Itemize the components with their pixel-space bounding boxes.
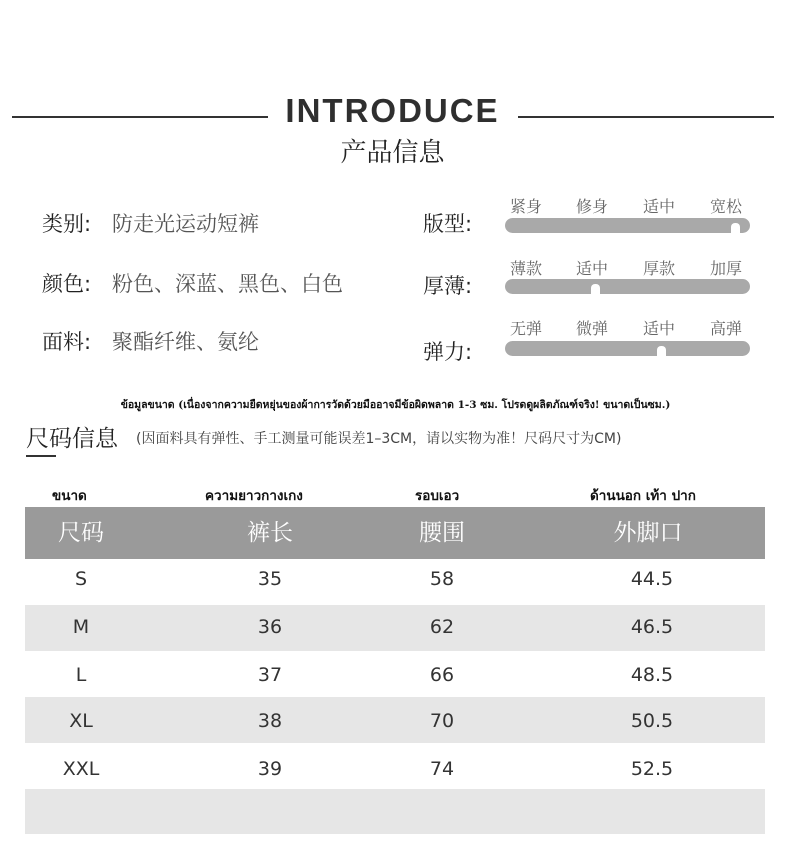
fit-label: 版型: xyxy=(423,212,473,236)
elasticity-option: 无弹 xyxy=(510,319,543,338)
fabric-label: 面料: xyxy=(42,330,92,354)
table-header-thai-length: ความยาวกางเกง xyxy=(205,488,303,504)
table-header-thai-size: ขนาด xyxy=(52,488,87,504)
fit-scale-bar xyxy=(505,218,750,233)
category-value: 防走光运动短裤 xyxy=(112,212,259,236)
thickness-label: 厚薄: xyxy=(423,274,473,298)
waist-cell: 62 xyxy=(429,616,455,638)
category-label: 类别: xyxy=(42,212,92,236)
size-cell: L xyxy=(75,664,87,686)
table-header-waist: 腰围 xyxy=(419,520,465,546)
elasticity-scale-marker xyxy=(657,346,666,356)
hem-cell: 46.5 xyxy=(630,616,674,638)
elasticity-scale-bar xyxy=(505,341,750,356)
table-header-size: 尺码 xyxy=(58,520,104,546)
fit-option: 修身 xyxy=(576,197,609,216)
thickness-option: 厚款 xyxy=(643,259,676,278)
size-note-thai: ข้อมูลขนาด (เนื่องจากความยืดหยุ่นของผ้าการวัดด้วยมืออาจมีข้อผิดพลาด 1-3 ซม. โปรดดูผลิตภัณฑ์จริง! ขนาดเป็นซม.) xyxy=(120,399,671,411)
size-cell: S xyxy=(74,568,88,590)
table-header-thai-hem: ด้านนอก เท้า ปาก xyxy=(590,488,696,504)
elasticity-option: 适中 xyxy=(643,319,676,338)
table-header-length: 裤长 xyxy=(247,520,293,546)
thickness-option: 适中 xyxy=(576,259,609,278)
fit-option: 适中 xyxy=(643,197,676,216)
length-cell: 37 xyxy=(257,664,283,686)
length-cell: 36 xyxy=(257,616,283,638)
waist-cell: 70 xyxy=(429,710,455,732)
color-label: 颜色: xyxy=(42,272,92,296)
length-cell: 39 xyxy=(257,758,283,780)
page-title-en: INTRODUCE xyxy=(285,92,500,129)
waist-cell: 66 xyxy=(429,664,455,686)
size-cell: XXL xyxy=(62,758,100,780)
hem-cell: 50.5 xyxy=(630,710,674,732)
size-cell: M xyxy=(72,616,90,638)
hem-cell: 52.5 xyxy=(630,758,674,780)
fit-scale-marker xyxy=(731,223,740,233)
header-divider-right xyxy=(518,116,774,118)
waist-cell: 74 xyxy=(429,758,455,780)
thickness-option: 薄款 xyxy=(510,259,543,278)
fabric-value: 聚酯纤维、氨纶 xyxy=(112,330,259,354)
elasticity-option: 微弹 xyxy=(576,319,609,338)
header-divider-left xyxy=(12,116,268,118)
page-title-cn: 产品信息 xyxy=(340,138,445,168)
table-header-hem: 外脚口 xyxy=(613,520,683,546)
size-cell: XL xyxy=(69,710,93,732)
size-section-note: (因面料具有弹性、手工测量可能误差1–3CM，请以实物为准！尺码尺寸为CM) xyxy=(136,431,622,447)
length-cell: 38 xyxy=(257,710,283,732)
thickness-scale-bar xyxy=(505,279,750,294)
table-header-thai-waist: รอบเอว xyxy=(415,488,460,504)
elasticity-label: 弹力: xyxy=(423,340,473,364)
thickness-scale-marker xyxy=(591,284,600,294)
length-cell: 35 xyxy=(257,568,283,590)
size-section-title: 尺码信息 xyxy=(26,426,118,452)
fit-option: 宽松 xyxy=(710,197,743,216)
color-value: 粉色、深蓝、黑色、白色 xyxy=(112,272,343,296)
size-title-underline xyxy=(26,455,56,457)
fit-option: 紧身 xyxy=(510,197,543,216)
hem-cell: 44.5 xyxy=(630,568,674,590)
thickness-option: 加厚 xyxy=(710,259,743,278)
elasticity-option: 高弹 xyxy=(710,319,743,338)
table-footer-band xyxy=(25,789,765,834)
waist-cell: 58 xyxy=(429,568,455,590)
hem-cell: 48.5 xyxy=(630,664,674,686)
